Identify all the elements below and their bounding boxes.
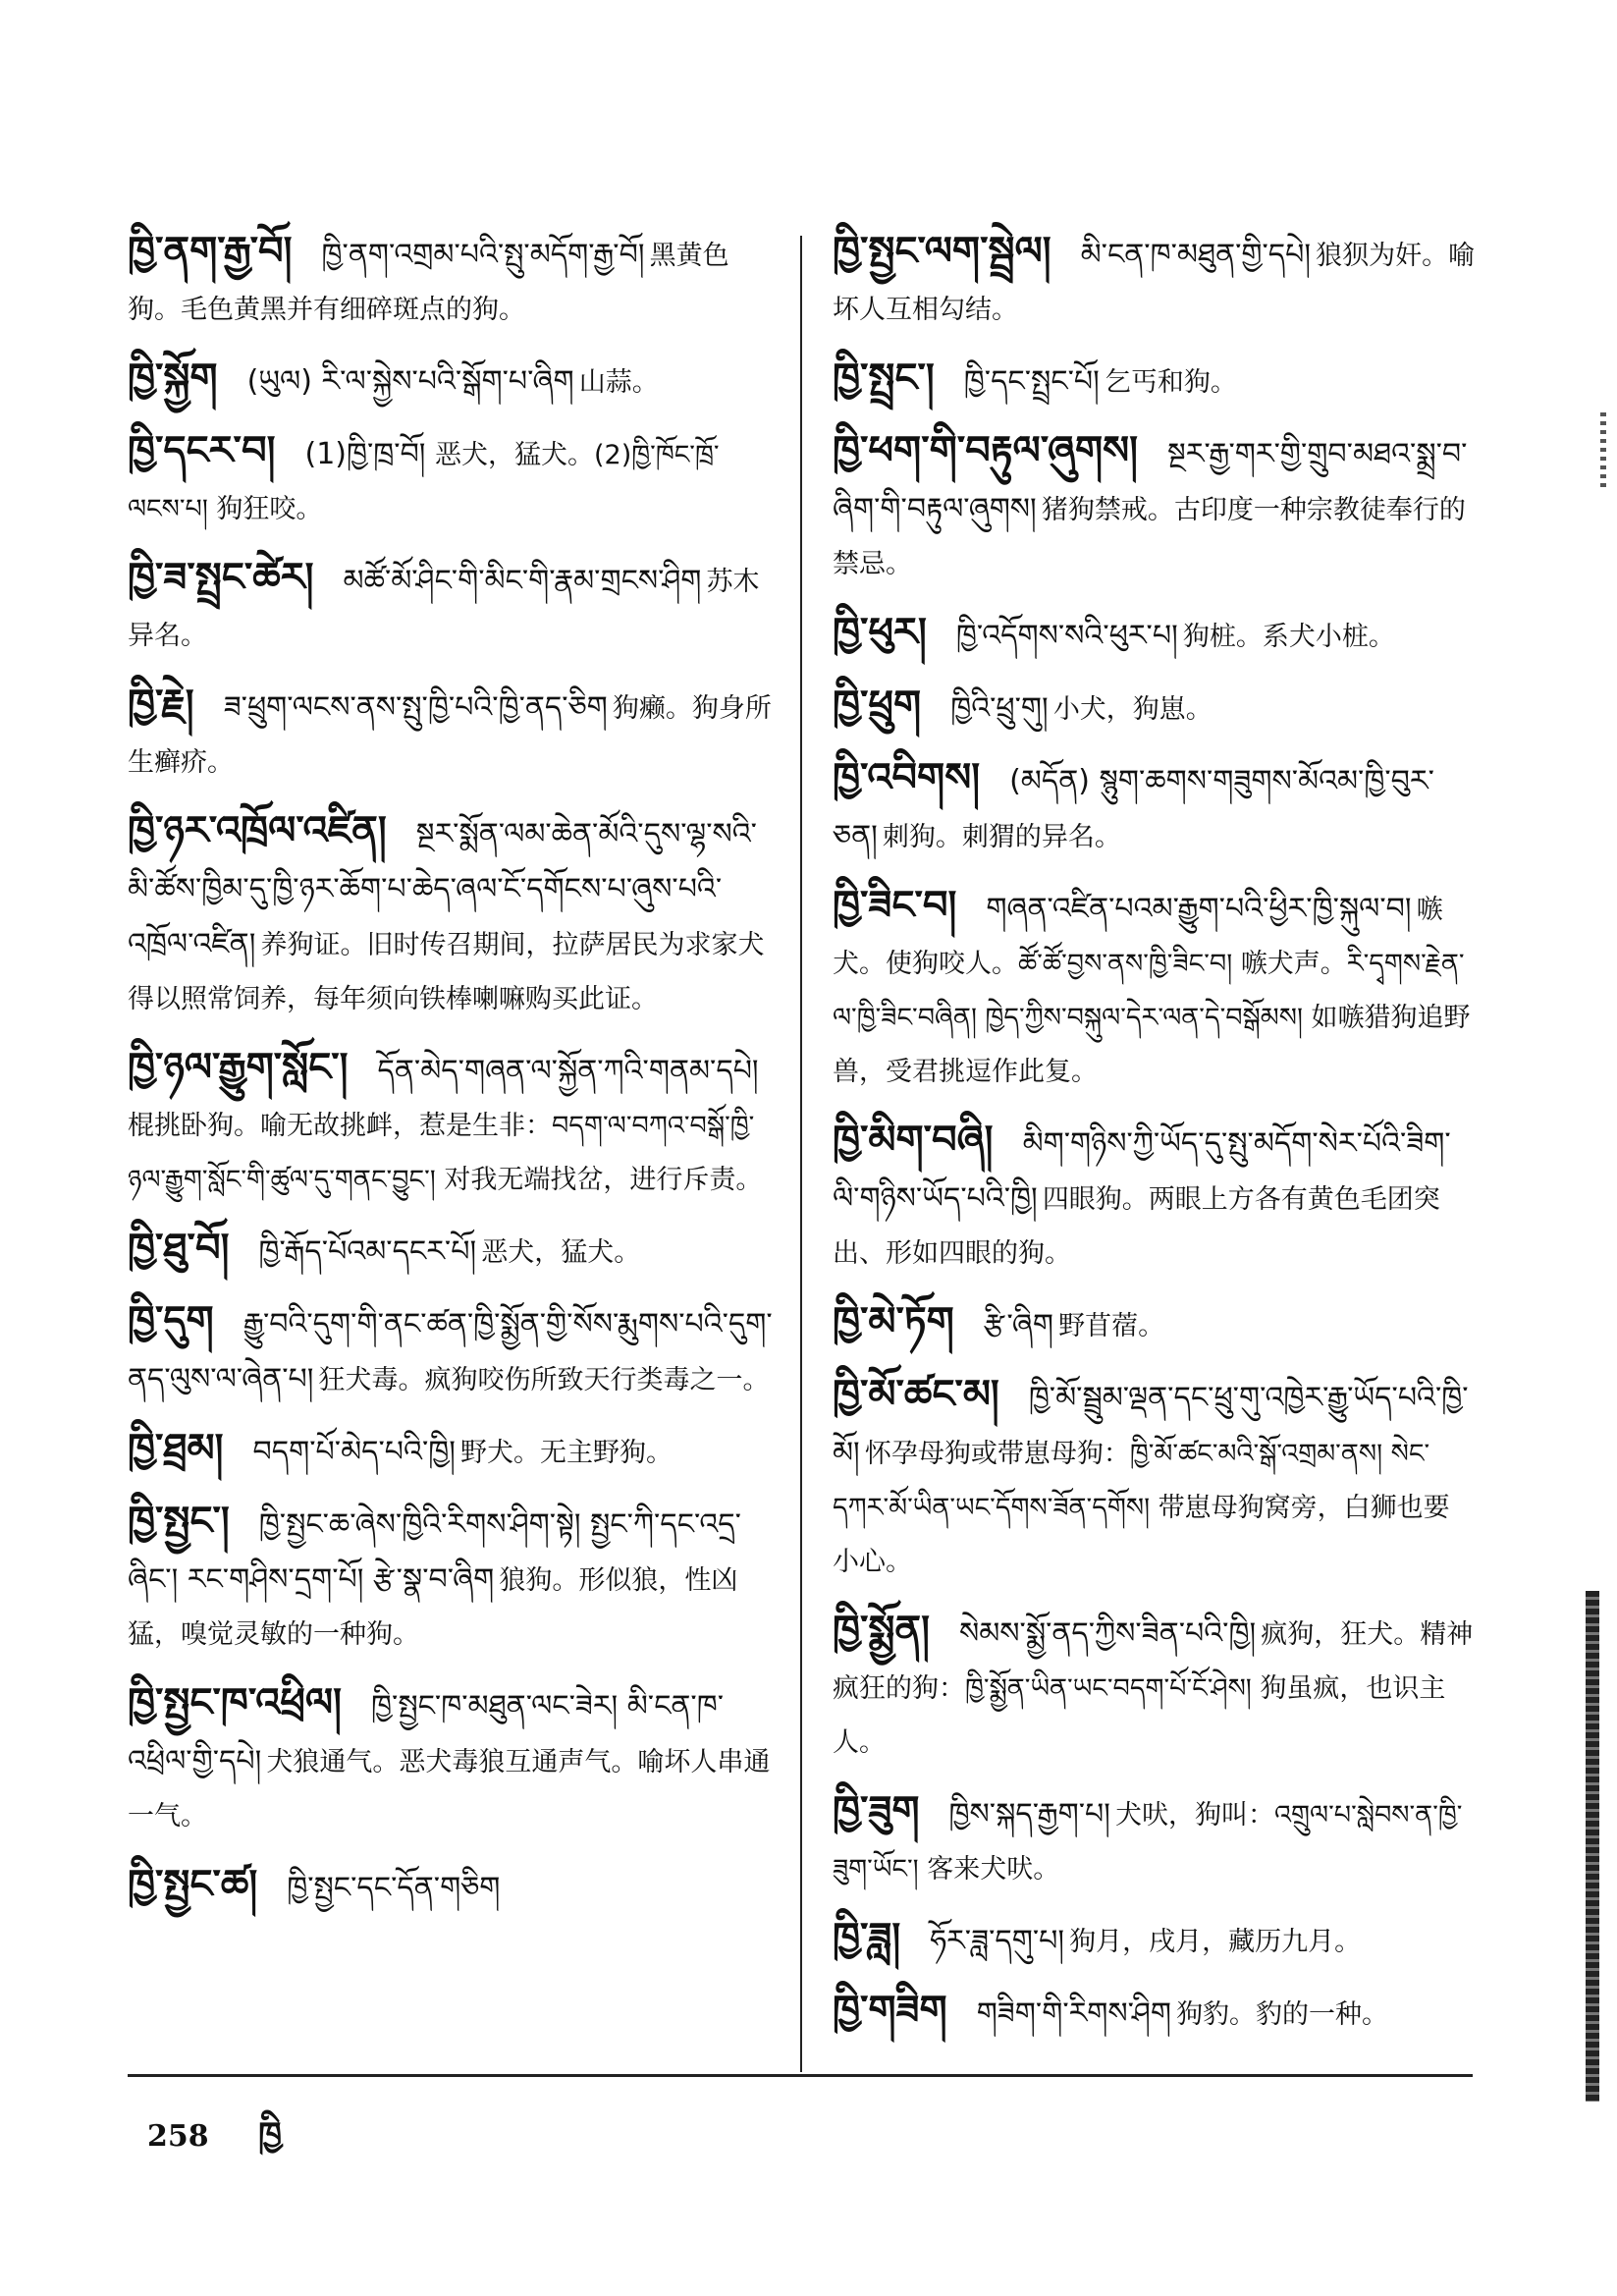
entry-tibetan-definition: ཁྱི་སྤྱང་དང་དོན་གཅིག: [287, 1871, 501, 1905]
right-column: [833, 226, 1476, 2057]
entry-headword: ཁྱི་ཟུག: [833, 1788, 920, 1833]
page-footer: [147, 2097, 282, 2191]
dictionary-entry: [128, 679, 776, 792]
entry-tibetan-definition: དོན་མེད་གཞན་ལ་སྐྱོན་ཀའི་གནམ་དཔེ།: [377, 1054, 759, 1088]
entry-chinese-definition: 狂犬毒。疯狗咬伤所致天行类毒之一。: [318, 1365, 770, 1395]
entry-chinese-definition: 犬吠，狗叫：འགྲུལ་པ་སླེབས་ན་ཁྱི་ཟུག་ཡོང་། 客来犬吠。: [833, 1800, 1463, 1885]
entry-headword: ཁྱི་ཟླ།: [833, 1915, 901, 1960]
dictionary-entry: [833, 353, 1476, 411]
entry-tibetan-definition: མིག་གཉིས་ཀྱི་ཡོད་དུ་སྤུ་མདོག་སེར་པོའི་ཟིག་ལི་གཉིས་ཡོད་པའི་ཁྱི།: [833, 1126, 1451, 1216]
entry-tibetan-definition: ཧོར་ཟླ་དགུ་པ།: [930, 1924, 1065, 1958]
entry-chinese-definition: 棍挑卧狗。喻无故挑衅，惹是生非：བདག་ལ་བཀའ་བསྒོ་ཁྱི་ཉལ་རྒྱུག་སློང་གི་ཚུལ་དུ་གནང་བྱུང་། 对我无端找岔，进行斥责。: [128, 1111, 763, 1195]
entry-chinese-definition: 狗桩。系犬小桩。: [1182, 622, 1395, 652]
dictionary-entry: [833, 425, 1476, 593]
entry-chinese-definition: 养狗证。旧时传召期间，拉萨居民为求家犬得以照常饲养，每年须向铁棒喇嘛购买此证。: [128, 930, 765, 1014]
entry-chinese-definition: 四眼狗。两眼上方各有黄色毛团突出、形如四眼的狗。: [833, 1184, 1440, 1269]
entry-headword: ཁྱི་གཟིག: [833, 1988, 947, 2033]
entry-tibetan-definition: ཁྱི་རྒོད་པོའམ་དངར་པོ།: [258, 1234, 477, 1269]
entry-chinese-definition: 黑黄色狗。毛色黄黑并有细碎斑点的狗。: [128, 241, 729, 325]
dictionary-entry: [833, 752, 1476, 866]
entry-headword: ཁྱི་དངར་བ།: [128, 428, 276, 473]
entry-headword: ཁྱི་རྗེ།: [128, 682, 194, 727]
entry-headword: ཁྱི་ཉར་འཁྲོལ་འཛིན།: [128, 808, 387, 853]
entry-headword: ཁྱི་ནག་རྒྱ་བོ།: [128, 229, 293, 274]
dictionary-entry: [128, 805, 776, 1028]
dictionary-entry: [833, 1912, 1476, 1971]
entry-tibetan-definition: ཟ་ཕྲུག་ལངས་ནས་སྤུ་ཁྱི་པའི་ཁྱི་ནད་ཅིག: [223, 690, 608, 725]
dictionary-entry: [128, 1223, 776, 1282]
footer-rule: [128, 2074, 1473, 2077]
entry-headword: ཁྱི་ཕུར།: [833, 610, 927, 655]
dictionary-entry: [833, 1115, 1476, 1283]
entry-headword: ཁྱི་འབིགས།: [833, 755, 981, 800]
entry-tibetan-definition: གཞན་འཛིན་པའམ་རྒྱུག་པའི་ཕྱིར་ཁྱི་སྐུལ་བ།: [986, 892, 1412, 926]
entry-chinese-definition: 猪狗禁戒。古印度一种宗教徒奉行的禁忌。: [833, 495, 1466, 579]
dictionary-entry: [128, 1859, 776, 1918]
entry-headword: ཁྱི་ཕྲུག: [833, 683, 922, 728]
entry-headword: ཁྱི་ཉལ་རྒྱུག་སློང་།: [128, 1045, 349, 1090]
entry-headword: ཁྱི་དུག: [128, 1298, 214, 1343]
entry-tibetan-definition: ཁྱི་སྤྱང་ཆ་ཞེས་ཁྱིའི་རིགས་ཤིག་སྟེ། སྤྱང་ཀི་དང་འདྲ་ཞིང་། རང་གཤིས་དྲག་པོ། རྩེ་སྣ་བ་ཞིག: [128, 1507, 741, 1597]
page-number: 258: [147, 2119, 209, 2154]
entry-tibetan-definition: ཁྱི་མོ་སྦྲུམ་ལྡན་དང་ཕྲུ་གུ་འཁྱེར་རྒྱུ་ཡོད་པའི་ཁྱི་མོ།: [833, 1381, 1469, 1470]
entry-chinese-definition: 怀孕母狗或带崽母狗：ཁྱི་མོ་ཚང་མའི་སྒོ་འགྲམ་ནས། སེང་དཀར་མོ་ཡིན་ཡང་དོགས་ཟོན་དགོས། 带崽母狗窝旁，白狮也要小心。: [833, 1439, 1450, 1577]
section-letter: ཁྱི: [258, 2115, 282, 2155]
dictionary-entry: [128, 1295, 776, 1409]
dictionary-entry: [128, 226, 776, 339]
entry-tibetan-definition: ཁྱིས་སྐད་རྒྱག་པ།: [948, 1797, 1110, 1831]
entry-headword: ཁྱི་མེ་ཏོག: [833, 1299, 954, 1344]
entry-chinese-definition: 乞丐和狗。: [1104, 367, 1237, 398]
entry-tibetan-definition: བདག་པོ་མེད་པའི་ཁྱི།: [252, 1435, 456, 1469]
entry-chinese-definition: 嗾犬。使狗咬人。ཚོ་ཚོ་བྱས་ནས་ཁྱི་ཟིང་བ། 嗾犬声。རི་དྭགས་རྗེན་ལ་ཁྱི་ཟིང་བཞིན། ཁྱེད་ཀྱིས་བསྐུལ་དེར་ལན་དེ་བསྒོམས། 如嗾猎狗追野兽，受君挑逗作此复。: [833, 895, 1471, 1087]
entry-chinese-definition: 恶犬，猛犬。: [481, 1237, 641, 1268]
thumb-index-tab: [1600, 412, 1606, 491]
dictionary-entry: [833, 1605, 1476, 1772]
dictionary-entry: [833, 680, 1476, 738]
entry-headword: ཁྱི་སྤྱང་ཚ།: [128, 1862, 258, 1907]
entry-chinese-definition: 野犬。无主野狗。: [460, 1438, 673, 1468]
entry-chinese-definition: 刺狗。刺猬的异名。: [882, 822, 1121, 852]
entry-headword: ཁྱི་སྤྲང་།: [833, 355, 935, 401]
entry-headword: ཁྱི་ཐུ་བོ།: [128, 1226, 230, 1271]
entry-tibetan-definition: (1)ཁྱི་ཁྲ་བོ།: [304, 437, 436, 471]
entry-tibetan-definition: སྔར་རྒྱ་གར་གྱི་གྲུབ་མཐའ་སྨྲ་བ་ཞིག་གི་བརྟུལ་ཞུགས།: [833, 437, 1468, 526]
entry-chinese-definition: 狼狈为奸。喻坏人互相勾结。: [833, 241, 1476, 325]
entry-tibetan-definition: ཁྱི་འདོགས་སའི་ཕུར་པ།: [955, 619, 1178, 653]
entry-tibetan-definition: རྒྱུ་བའི་དུག་གི་ནང་ཚན་ཁྱི་སྨྱོན་གྱི་སོས་རྨུགས་པའི་དུག་ནད་ལུས་ལ་ཞེན་པ།: [128, 1307, 773, 1396]
entry-tibetan-definition: ཁྱི་ནག་འགྲམ་པའི་སྤུ་མདོག་རྒྱ་བོ།: [321, 238, 645, 272]
entry-tibetan-definition: གཟིག་གི་རིགས་ཤིག: [976, 1996, 1171, 2031]
entry-chinese-definition: 狗豹。豹的一种。: [1176, 1999, 1389, 2030]
entry-headword: ཁྱི་སྤྱང་ཁ་འཕྲིལ།: [128, 1680, 343, 1725]
entry-tibetan-definition: (མདོན) སྙུག་ཆགས་གཟུགས་མོའམ་ཁྱི་བུར་ཅན།: [833, 764, 1434, 853]
dictionary-entry: [128, 1677, 776, 1845]
dictionary-entry: [128, 1042, 776, 1209]
entry-tibetan-definition: སེམས་སྨྱོ་ནད་ཀྱིས་ཟིན་པའི་ཁྱི།: [958, 1616, 1257, 1651]
entry-chinese-definition: 犬狼通气。恶犬毒狼互通声气。喻坏人串通一气。: [128, 1747, 771, 1831]
entry-chinese-definition: 苏木异名。: [128, 567, 760, 651]
entry-headword: ཁྱི་ཐྲམ།: [128, 1426, 224, 1471]
entry-chinese-definition: 山蒜。: [578, 367, 659, 398]
entry-headword: ཁྱི་ཕག་གི་བརྟུལ་ཞུགས།: [833, 428, 1138, 473]
entry-tibetan-definition: ཁྱི་དང་སྤྲང་པོ།: [963, 364, 1100, 399]
entry-headword: ཁྱི་སྐྱོག: [128, 355, 218, 401]
entry-tibetan-definition: མི་ངན་ཁ་མཐུན་གྱི་དཔེ།: [1080, 238, 1312, 272]
entry-tibetan-definition: ཁྱི་སྤྱང་ཁ་མཐུན་ལང་ཟེར། མི་ངན་ཁ་འཕྲིལ་གྱི་དཔེ།: [128, 1689, 725, 1778]
dictionary-entry: [833, 607, 1476, 666]
entry-tibetan-definition: རྩི་ཞིག: [983, 1308, 1053, 1342]
dictionary-entry: [833, 226, 1476, 339]
dictionary-entry: [833, 880, 1476, 1101]
entry-chinese-definition: 疯狗，狂犬。精神疯狂的狗：ཁྱི་སྨྱོན་ཡིན་ཡང་བདག་པོ་ངོ་ཤེས། 狗虽疯，也识主人。: [833, 1619, 1474, 1758]
entry-headword: ཁྱི་མིག་བཞི།: [833, 1118, 994, 1163]
left-column: [128, 226, 776, 1932]
entry-headword: ཁྱི་མོ་ཚང་མ།: [833, 1372, 999, 1417]
entry-tibetan-definition: སྔར་སྨོན་ལམ་ཆེན་མོའི་དུས་ལྷ་སའི་མི་ཚོས་ཁྱིམ་དུ་ཁྱི་ཉར་ཆོག་པ་ཆེད་ཞལ་ངོ་དགོངས་པ་ཞུས་པའི་འཁྲོལ་འཛིན།: [128, 817, 757, 961]
entry-tibetan-definition: ཁྱིའི་ཕྲུ་གུ།: [950, 691, 1049, 726]
entry-chinese-definition: 野苜蓿。: [1058, 1311, 1165, 1341]
dictionary-entry: [128, 552, 776, 665]
entry-headword: ཁྱི་སྤྱང་།: [128, 1499, 230, 1544]
dictionary-entry: [128, 353, 776, 411]
column-divider: [800, 236, 802, 2072]
entry-headword: ཁྱི་སྤྱང་ལག་སྦྲེལ།: [833, 229, 1051, 274]
dictionary-entry: [833, 1369, 1476, 1591]
entry-chinese-definition: 狼狗。形似狼，性凶猛，嗅觉灵敏的一种狗。: [128, 1565, 738, 1650]
dictionary-entry: [833, 1985, 1476, 2044]
entry-chinese-definition: 狗癞。狗身所生癣疥。: [128, 693, 772, 778]
entry-chinese-definition: 小犬，狗崽。: [1052, 694, 1213, 725]
entry-chinese-definition: 狗月，戌月，藏历九月。: [1069, 1927, 1362, 1957]
dictionary-entry: [833, 1296, 1476, 1355]
dictionary-entry: [128, 425, 776, 538]
entry-headword: ཁྱི་སྨྱོན།: [833, 1608, 930, 1653]
dictionary-entry: [128, 1496, 776, 1664]
dictionary-entry: [128, 1423, 776, 1482]
entry-chinese-definition: 恶犬，猛犬。(2)ཁྱི་ཁོང་ཁྲོ་ལངས་པ། 狗狂咬。: [128, 440, 720, 524]
entry-tibetan-definition: མཚོ་མོ་ཤིང་གི་མིང་གི་རྣམ་གྲངས་ཤིག: [343, 564, 702, 598]
thumb-index-mark: [1586, 1591, 1599, 2102]
entry-tibetan-definition: (ཡུལ) རི་ལ་སྐྱེས་པའི་སྒོག་པ་ཞིག: [246, 364, 574, 399]
dictionary-entry: [833, 1785, 1476, 1898]
entry-headword: ཁྱི་ཟིང་བ།: [833, 883, 957, 928]
entry-headword: ཁྱི་ཟ་སྤྲང་ཚེར།: [128, 555, 314, 600]
